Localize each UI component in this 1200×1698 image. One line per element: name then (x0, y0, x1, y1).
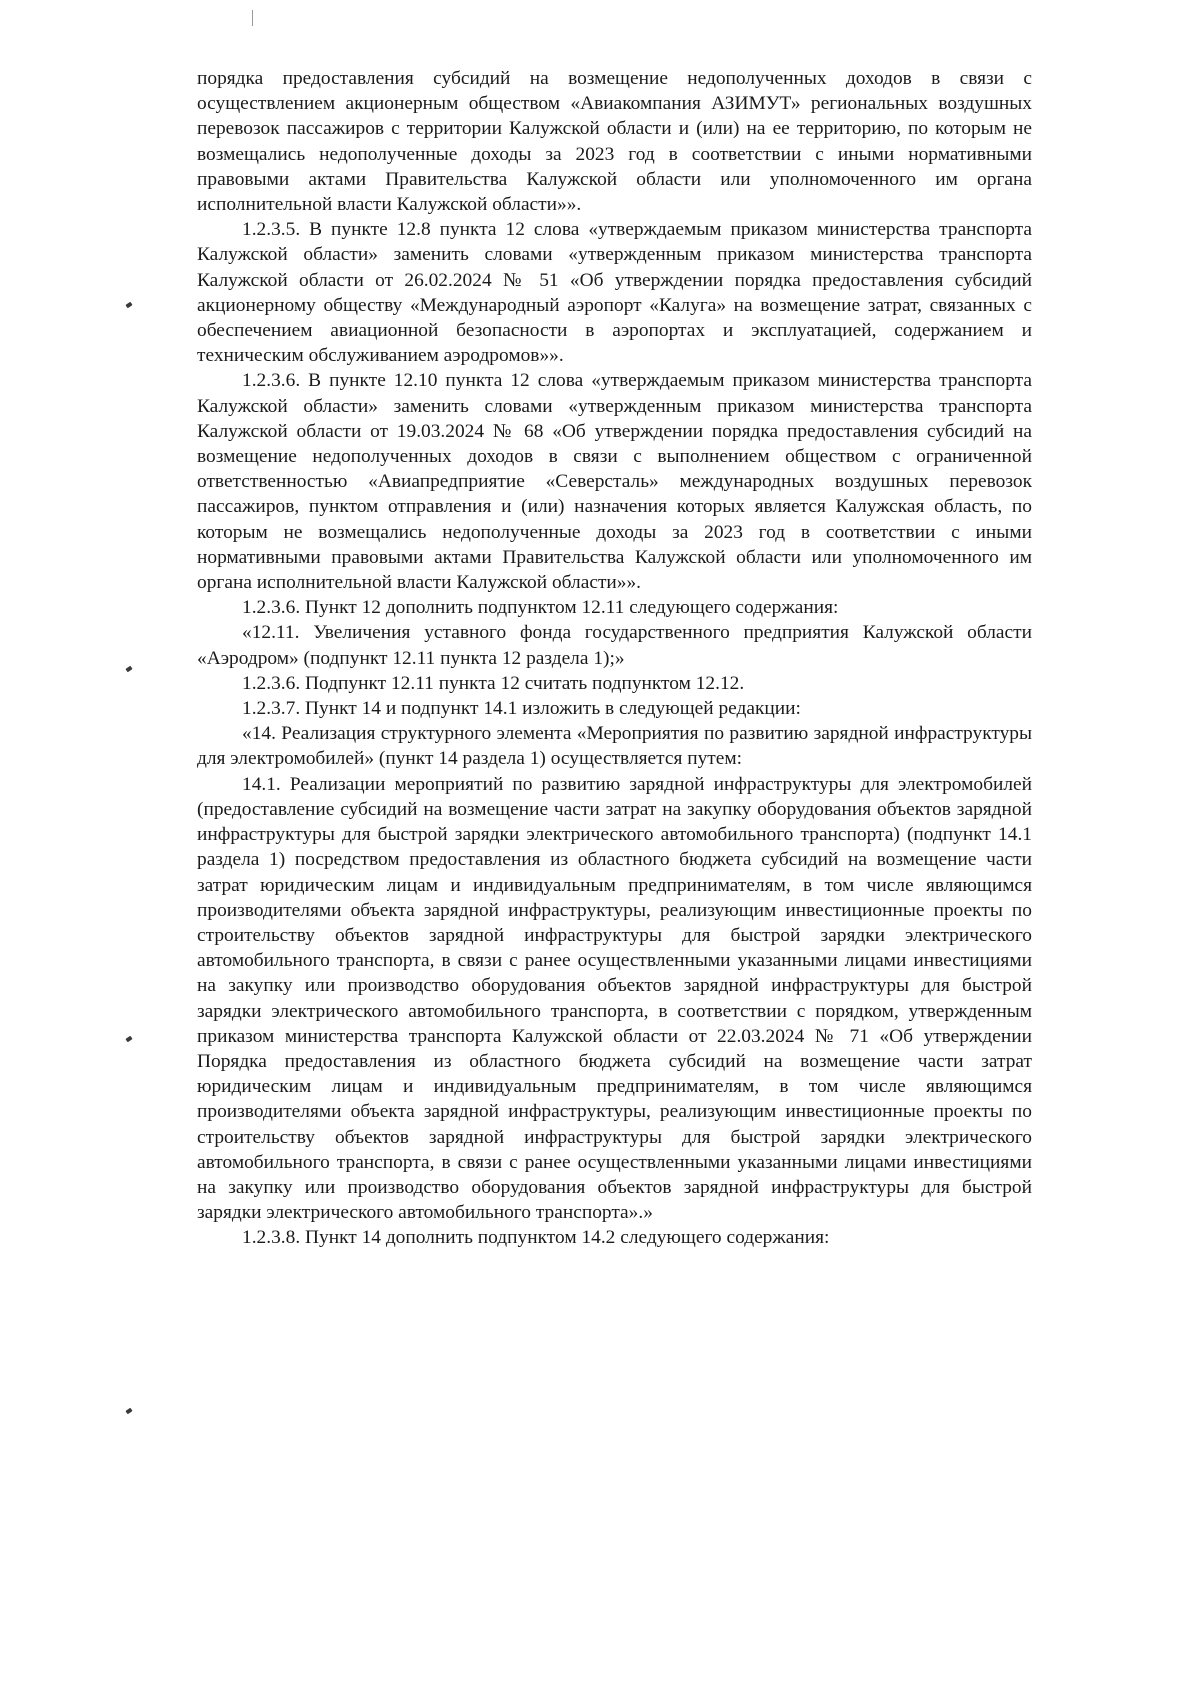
paragraph-1-2-3-6-c: 1.2.3.6. Подпункт 12.11 пункта 12 считать подпунктом 12.12. (242, 672, 745, 694)
paragraph-14-quote: «14. Реализация структурного элемента «Мероприятия по развитию зарядной инфраструктуры для электромобилей» (пункт 14 раздела 1) осуществляется путем: (197, 723, 1032, 770)
paragraph: порядка предоставления субсидий на возмещение недополученных доходов в связи с осуществлением акционерным обществом «Авиакомпания АЗИМУТ» региональных воздушных перевозок пассажиров с территории Калужской области и (или) на ее территорию, по которым не возмещались недополученные доходы за 2023 год в соответствии с иными нормативными правовыми актами Правительства Калужской области или уполномоченного им органа исполнительной власти Калужской области»». (197, 68, 1032, 216)
document-body (197, 66, 1032, 1251)
scan-artifact-mark (252, 10, 253, 26)
margin-dot-mark (125, 1036, 132, 1043)
paragraph-1-2-3-6-b: 1.2.3.6. Пункт 12 дополнить подпунктом 12.11 следующего содержания: (242, 597, 839, 619)
paragraph-1-2-3-5: 1.2.3.5. В пункте 12.8 пункта 12 слова «утверждаемым приказом министерства транспорта Калужской области» заменить словами «утвержденным приказом министерства транспорта Калужской области от 26.02.2024 № 51 «Об утверждении порядка предоставления субсидий акционерному обществу «Международный аэропорт «Калуга» на возмещение затрат, связанных с обеспечением авиационной безопасности в аэропортах и эксплуатацией, содержанием и техническим обслуживанием аэродромов»». (197, 219, 1032, 367)
margin-dot-mark (125, 302, 132, 309)
margin-dot-mark (125, 1408, 132, 1415)
paragraph-1-2-3-8: 1.2.3.8. Пункт 14 дополнить подпунктом 14.2 следующего содержания: (242, 1227, 830, 1249)
paragraph-1-2-3-7: 1.2.3.7. Пункт 14 и подпункт 14.1 изложить в следующей редакции: (242, 698, 801, 720)
margin-dot-mark (125, 666, 132, 673)
paragraph-12-11-quote: «12.11. Увеличения уставного фонда государственного предприятия Калужской области «Аэродром» (подпункт 12.11 пункта 12 раздела 1);» (197, 622, 1032, 669)
paragraph-14-1: 14.1. Реализации мероприятий по развитию зарядной инфраструктуры для электромобилей (предоставление субсидий на возмещение части затрат на закупку оборудования объектов зарядной инфраструктуры для быстрой зарядки электрического автомобильного транспорта) (подпункт 14.1 раздела 1) посредством предоставления из областного бюджета субсидий на возмещение части затрат юридическим лицам и индивидуальным предпринимателям, в том числе являющимся производителями объекта зарядной инфраструктуры, реализующим инвестиционные проекты по строительству объектов зарядной инфраструктуры для быстрой зарядки электрического автомобильного транспорта, в связи с ранее осуществленными указанными лицами инвестициями на закупку или производство оборудования объектов зарядной инфраструктуры для быстрой зарядки электрического автомобильного транспорта, в соответствии с порядком, утвержденным приказом министерства транспорта Калужской области от 22.03.2024 № 71 «Об утверждении Порядка предоставления из областного бюджета субсидий на возмещение части затрат юридическим лицам и индивидуальным предпринимателям, в том числе являющимся производителями объекта зарядной инфраструктуры, реализующим инвестиционные проекты по строительству объектов зарядной инфраструктуры для быстрой зарядки электрического автомобильного транспорта, в связи с ранее осуществленными указанными лицами инвестициями на закупку или производство оборудования объектов зарядной инфраструктуры для быстрой зарядки электрического автомобильного транспорта».» (197, 773, 1032, 1224)
paragraph-1-2-3-6-a: 1.2.3.6. В пункте 12.10 пункта 12 слова «утверждаемым приказом министерства транспорта Калужской области» заменить словами «утвержденным приказом министерства транспорта Калужской области от 19.03.2024 № 68 «Об утверждении порядка предоставления субсидий на возмещение недополученных доходов в связи с выполнением обществом с ограниченной ответственностью «Авиапредприятие «Северсталь» международных воздушных перевозок пассажиров, пунктом отправления и (или) назначения которых является Калужская область, по которым не возмещались недополученные доходы за 2023 год в соответствии с иными нормативными правовыми актами Правительства Калужской области или уполномоченного им органа исполнительной власти Калужской области»». (197, 370, 1032, 594)
